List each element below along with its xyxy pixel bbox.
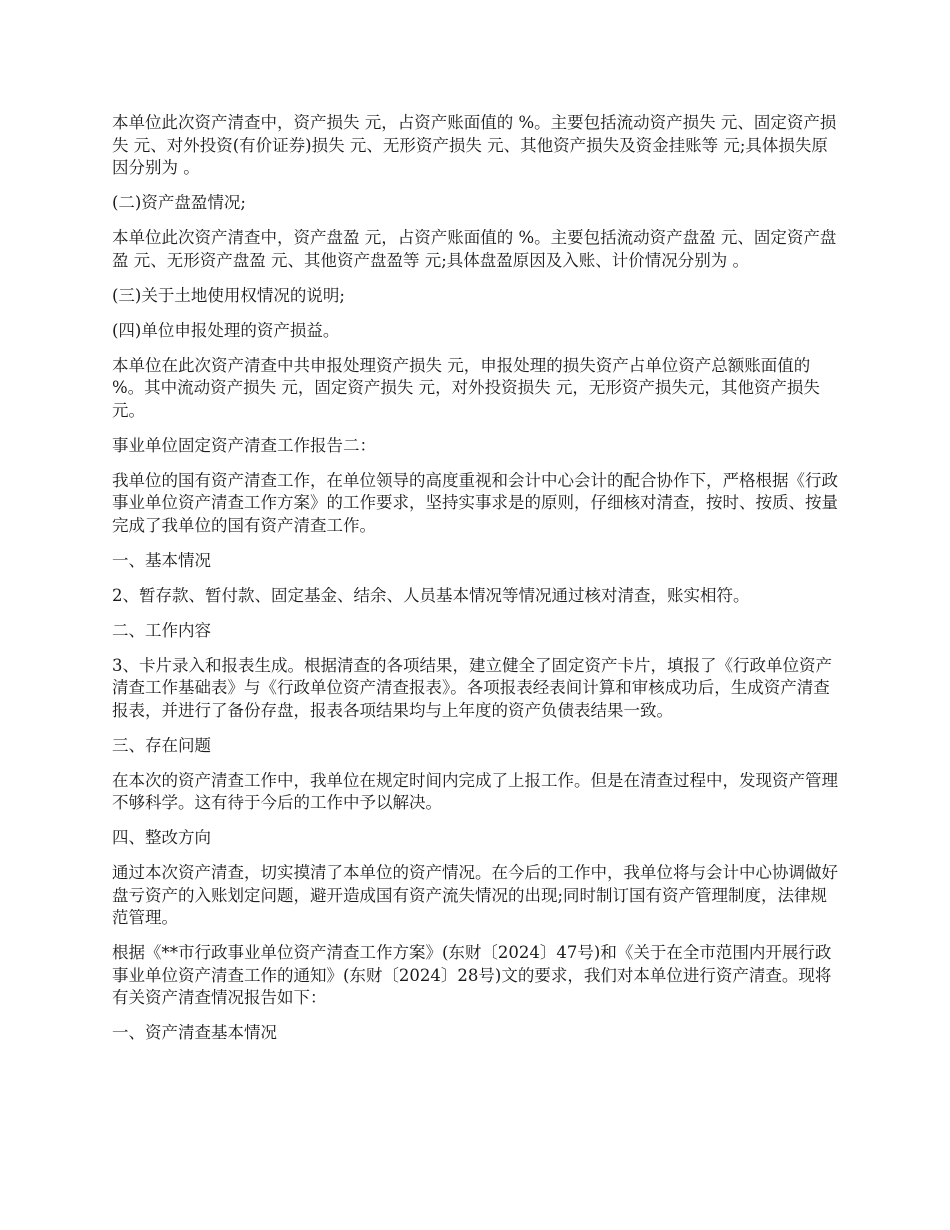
paragraph-report-intro: 我单位的国有资产清查工作，在单位领导的高度重视和会计中心会计的配合协作下，严格根据《行政事业单位资产清查工作方案》的工作要求，坚持实事求是的原则，仔细核对清查，按时、按质、按量完成了我单位的国有资产清查工作。 <box>112 470 838 535</box>
paragraph-asset-surplus: 本单位此次资产清查中，资产盘盈 元，占资产账面值的 %。主要包括流动资产盘盈 元、固定资产盘盈 元、无形资产盘盈 元、其他资产盘盈等 元;具体盘盈原因及入账、计价情况分别为 。 <box>112 228 837 270</box>
report-two-title: 事业单位固定资产清查工作报告二： <box>112 435 376 455</box>
heading-problems: 三、存在问题 <box>112 735 211 755</box>
heading-land-use-rights: (三)关于土地使用权情况的说明; <box>112 285 345 305</box>
paragraph-declared-losses: 本单位在此次资产清查中共申报处理资产损失 元，申报处理的损失资产占单位资产总额账面值的 %。其中流动资产损失 元，固定资产损失 元，对外投资损失 元，无形资产损失元，其他资产损失 元。 <box>112 355 820 420</box>
paragraph-basis: 根据《**市行政事业单位资产清查工作方案》(东财〔2024〕47号)和《关于在全市范围内开展行政事业单位资产清查工作的通知》(东财〔2024〕28号)文的要求，我们对本单位进行资产清查。现将有关资产清查情况报告如下： <box>112 943 832 1007</box>
paragraph-rectification: 通过本次资产清查，切实摸清了本单位的资产情况。在今后的工作中，我单位将与会计中心协调做好盘亏资产的入账划定问题，避开造成国有资产流失情况的出现;同时制订国有资产管理制度，法律规范管理。 <box>112 863 838 927</box>
heading-basic-situation: 一、基本情况 <box>112 550 211 570</box>
heading-work-content: 二、工作内容 <box>112 620 211 640</box>
paragraph-basic-situation: 2、暂存款、暂付款、固定基金、结余、人员基本情况等情况通过核对清查，账实相符。 <box>112 585 750 605</box>
heading-asset-surplus: (二)资产盘盈情况; <box>112 193 246 212</box>
paragraph-work-content: 3、卡片录入和报表生成。根据清查的各项结果，建立健全了固定资产卡片，填报了《行政单位资产清查工作基础表》与《行政单位资产清查报表》。各项报表经表间计算和审核成功后，生成资产清查报表，并进行了备份存盘，报表各项结果均与上年度的资产负债表结果一致。 <box>112 655 832 720</box>
paragraph-problems: 在本次的资产清查工作中，我单位在规定时间内完成了上报工作。但是在清查过程中，发现资产管理不够科学。这有待于今后的工作中予以解决。 <box>112 770 838 812</box>
document-page <box>112 112 840 1057</box>
heading-inventory-basic: 一、资产清查基本情况 <box>112 1023 277 1042</box>
heading-rectification: 四、整改方向 <box>112 828 211 847</box>
paragraph-asset-loss: 本单位此次资产清查中，资产损失 元，占资产账面值的 %。主要包括流动资产损失 元、固定资产损失 元、对外投资(有价证券)损失 元、无形资产损失 元、其他资产损失及资金挂账等 元;具体损失原因分别为 。 <box>112 113 837 177</box>
heading-declared-gains-losses: (四)单位申报处理的资产损益。 <box>112 320 340 340</box>
